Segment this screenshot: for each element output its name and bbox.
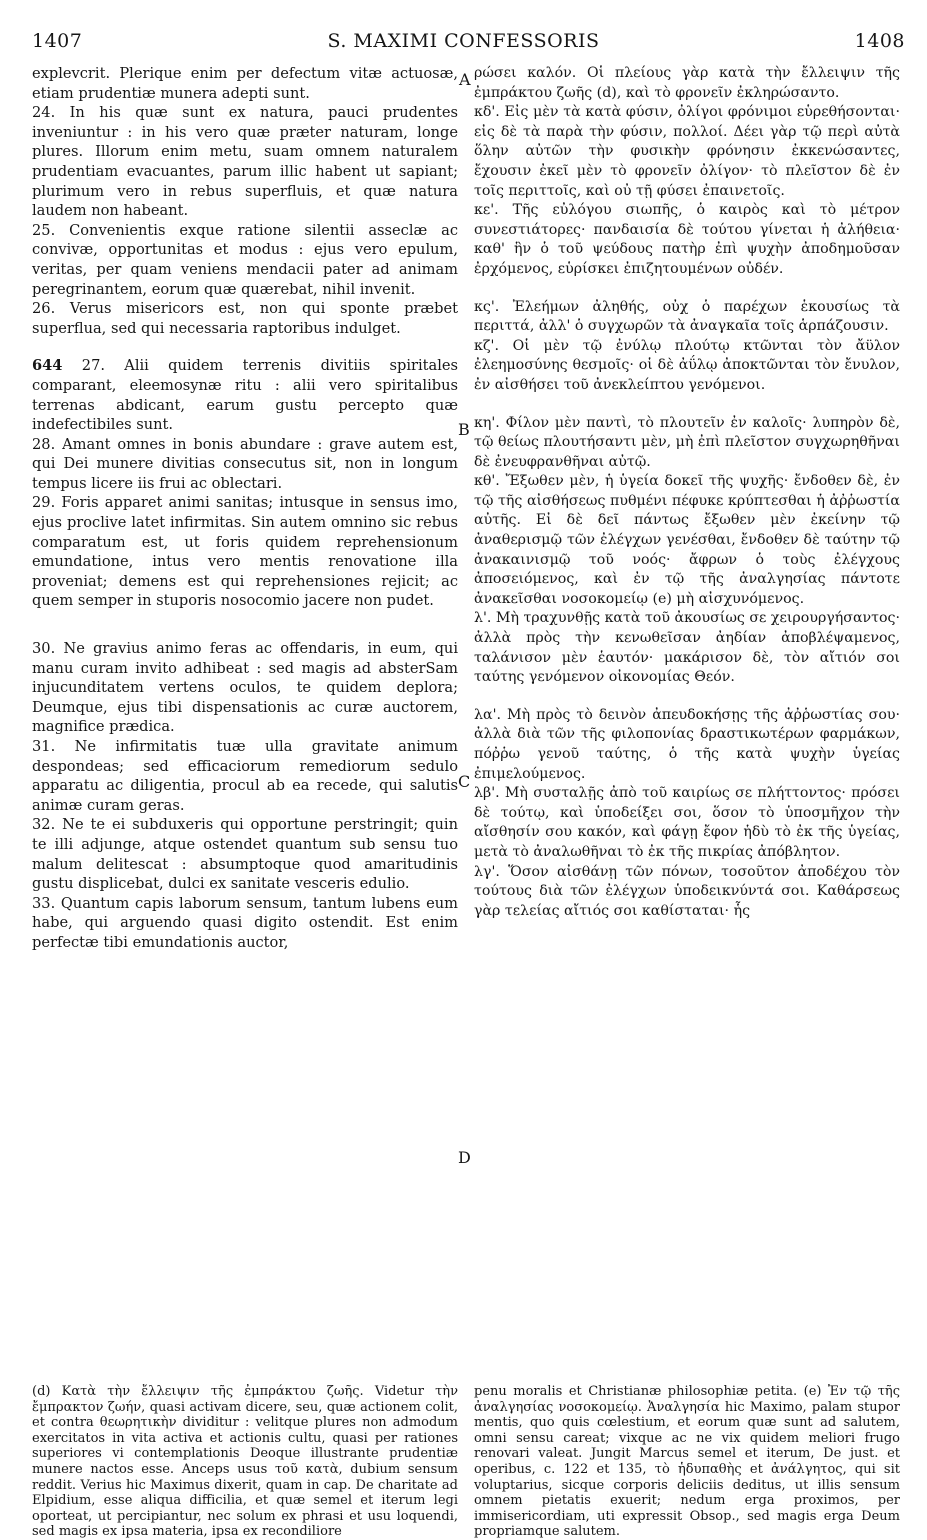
latin-paragraph-text: 27. Alii quidem terrenis divitiis spiritales comparant, eleemosynæ ritu : alii vero spiritalibus terrenas abdicant, earum gustu percepto quæ indefectibiles sunt. [32,357,459,434]
margin-letter-a: A [459,70,471,89]
footnotes-right: penu moralis et Christianæ philosophiæ petita. (e) Ἐν τῷ τῆς ἀναλγησίας νοσοκομείῳ. Ἀναλγησία hic Maximo, palam stupor mentis, quo quis cœlestium, et eorum quæ sunt ad salutem, omni sensu careat; vixque ac ne vix quidem meliori frugo renovari valeat. Jungit Marcus semel et iterum, De just. et operibus, c. 122 et 135, τὸ ἡδυπαθὴς et ἀνάλγητος, qui sit voluptarius, sicque corporis deliciis deditus, ut illis sensum omnem pietatis exuerit; nedum erga proximos, per immisericordiam, uti expressit Obsop., sed magis erga Deum propriamque salutem. [474,1384,900,1540]
margin-letter-c: C [458,772,471,791]
page-number-left: 1407 [32,30,83,52]
greek-paragraph: λβ'. Μὴ συσταλῇς ἀπὸ τοῦ καιρίως σε πλήττοντος· πρόσει δὲ τούτῳ, καὶ ὑποδείξει σοι, ὅσον τὸ ὑποσμῆχον τὴν αἴσθησίν σου κακόν, καὶ φάγῃ ἔφον ἡδὺ τὸ ἐκ τῆς ὑγείας, μετὰ τὸ ἀναλωθῆναι τὸ ἐκ τῆς πικρίας ἀπόβλητον. [474,785,900,860]
greek-paragraph: κζ'. Οἱ μὲν τῷ ἐνύλῳ πλούτῳ κτῶνται τὸν ἄϋλον ἐλεημοσύνης θεσμοῖς· οἱ δὲ ἀΰλῳ ἀποκτῶνται τὸν ἔνυλον, ἐν αἰσθήσει τοῦ ἀνεκλείπτου γενόμενοι. [474,337,900,393]
latin-paragraph: 24. In his quæ sunt ex natura, pauci prudentes inveniuntur : in his vero quæ præter naturam, longe plures. Illorum enim metu, suam omnem naturalem prudentiam evacuantes, parum illic habent ut sapiant; plurimum vero in rebus superfluis, et quæ natura laudem non habeant. [32,104,458,220]
latin-paragraph: 30. Ne gravius animo feras ac offendaris, in eum, qui manu curam invito adhibeat : sed magis ad absterSam injucunditatem vertens oculos, te quidem deplora; Deumque, ejus tibi dispensationis ac curæ auctorem, magnifice prædica. [32,640,458,736]
greek-paragraph: λ'. Μὴ τραχυνθῇς κατὰ τοῦ ἀκουσίως σε χειρουργήσαντος· ἀλλὰ πρὸς τὴν κενωθεῖσαν ἀηδίαν ἀποβλέψαμενος, ταλάνισον μὲν ἑαυτόν· μακάρισον δὲ, τὸν αἴτιόν σοι ταύτης γενόμενον οἰκονομίας Θεόν. [474,610,900,686]
latin-paragraph: 29. Foris apparet animi sanitas; intusque in sensus imo, ejus proclive latet infirmitas. Sin autem omnino sic rebus comparatum est, ut foris quidem reprehensionum emundatione, intus vero mentis renovatione illa proveniat; demens est qui reprehensiones rejicit; ac quem semper in stuporis nosocomio jacere non pudet. [32,494,458,610]
page-number-right: 1408 [854,30,905,52]
margin-letter-d: D [458,1148,471,1167]
greek-paragraph: κε'. Τῆς εὐλόγου σιωπῆς, ὁ καιρὸς καὶ τὸ μέτρον συνεστιάτορες· πανδαισία δὲ τούτου γίνεται ἡ ἀλήθεια· καθ' ἣν ὁ τοῦ ψεύδους πατὴρ ἐπὶ ψυχὴν ἀποδημοῦσαν ἐρχόμενος, εὑρίσκει ἐπιζητουμένων οὐδέν. [474,202,900,277]
latin-paragraph: 26. Verus misericors est, non qui sponte præbet superflua, sed qui necessaria raptoribus indulget. [32,300,458,337]
greek-column [474,64,900,921]
greek-paragraph: κδ'. Εἰς μὲν τὰ κατὰ φύσιν, ὀλίγοι φρόνιμοι εὑρεθήσονται· εἰς δὲ τὰ παρὰ τὴν φύσιν, πολλοί. Δέει γὰρ τῷ περὶ αὐτὰ ὅλην αὐτῶν τὴν φυσικὴν φρόνησιν ἐκκενώσαντες, ἔχουσιν ἐκεῖ μὲν τὸ φρονεῖν ὀλίγον· τὸ πλεῖστον δὲ ἐν τοῖς περιττοῖς, καὶ οὐ τῇ φύσει ἐπαινετοῖς. [474,104,900,199]
latin-paragraph: explevcrit. Plerique enim per defectum vitæ actuosæ, etiam prudentiæ munera adepti sunt. [32,65,458,102]
latin-paragraph: 31. Ne infirmitatis tuæ ulla gravitate animum despondeas; sed efficaciorum remediorum sedulo apparatu ac diligentia, procul ab ea recede, qui salutis animæ curam geras. [32,738,458,814]
greek-paragraph: κη'. Φίλον μὲν παντὶ, τὸ πλουτεῖν ἐν καλοῖς· λυπηρὸν δὲ, τῷ θείως πλουτήσαντι μὲν, μὴ ἐπὶ πλεῖστον συγχωρηθῆναι δὲ ἐνευφρανθῆναι αὐτῷ. [474,414,900,470]
latin-paragraph: 25. Convenientis exque ratione silentii asseclæ ac convivæ, opportunitas et modus : ejus vero epulum, veritas, per quam veniens mendacii pater ad animam peregrinantem, eorum quæ quærebat, nihil invenit. [32,221,458,298]
margin-letter-b: B [458,420,470,439]
footnotes-left: (d) Κατὰ τὴν ἔλλειψιν τῆς ἐμπράκτου ζωῆς. Videtur τὴν ἔμπρακτον ζωήν, quasi activam dicere, seu, quæ actionem colit, et contra θεωρητικὴν dividitur : velitque plures non admodum exercitatos in vita activa et actionis cultu, quasi per rationes superiores vi contemplationis Deoque illustrante prudentiæ munere nactos esse. Anceps usus τοῦ κατὰ, dubium sensum reddit. Verius hic Maximus dixerit, quam in cap. De charitate ad Elpidium, esse aliqua difficilia, et quæ semel et iterum legi oporteat, ut percipiantur, nec solum ex phrasi et usu loquendi, sed magis ex ipsa materia, ipsa ex recondiliore [32,1384,458,1540]
latin-column [32,64,458,953]
greek-paragraph: κθ'. Ἔξωθεν μὲν, ἡ ὑγεία δοκεῖ τῆς ψυχῆς· ἔνδοθεν δὲ, ἐν τῷ τῆς αἰσθήσεως πυθμένι πέφυκε κρύπτεσθαι ἡ ἀῤῥωστία αὐτῆς. Εἰ δὲ δεῖ πάντως ἔξωθεν μὲν ἐκείνην τῷ ἀναθερισμῷ τῶν ἐλέγχων γενέσθαι, ἔνδοθεν δὲ ταύτην τῷ ἀνακαινισμῷ τοῦ νοός· ἄφρων ὁ τοὺς ἐλέγχους ἀποσειόμενος, καὶ ἐν τῷ τῆς ἀναλγησίας πάντοτε ἀνακεῖσθαι νοσοκομείῳ (e) μὴ αἰσχυνόμενος. [474,473,900,607]
greek-paragraph: λγ'. Ὅσον αἰσθάνῃ τῶν πόνων, τοσοῦτον ἀποδέχου τὸν τούτους διὰ τῶν ἐλέγχων ὑποδεικνύντά σοι. Καθάρσεως γὰρ τελείας αἴτιός σοι καθίσταται· ἧς [474,863,900,919]
latin-paragraph: 28. Amant omnes in bonis abundare : grave autem est, qui Dei munere divitias consecutus sit, non in longum tempus licere iis frui ac oblectari. [32,435,458,492]
running-title: S. MAXIMI CONFESSORIS [327,30,600,52]
greek-paragraph: κς'. Ἐλεήμων ἀληθής, οὐχ ὁ παρέχων ἑκουσίως τὰ περιττά, ἀλλ' ὁ συγχωρῶν τὰ ἀναγκαῖα τοῖς ἁρπάζουσιν. [474,298,900,335]
greek-paragraph: ρώσει καλόν. Οἱ πλείους γὰρ κατὰ τὴν ἔλλειψιν τῆς ἐμπράκτου ζωῆς (d), καὶ τὸ φρονεῖν ἐκληρώσαντο. [474,65,900,101]
latin-paragraph: 32. Ne te ei subduxeris qui opportune perstringit; quin te illi adjunge, atque ostendet quantum sub sensu tuo malum delitescat : absumptoque quod amaritudinis gustu displicebat, dulci ex sanitate vesceris edulio. [32,816,458,893]
latin-paragraph: 33. Quantum capis laborum sensum, tantum lubens eum habe, qui arguendo quasi digito ostendit. Est enim perfectæ tibi emundationis auctor, [32,894,458,951]
page-marker: 644 [32,357,63,375]
greek-paragraph: λα'. Μὴ πρὸς τὸ δεινὸν ἀπευδοκήσῃς τῆς ἀῤῥωστίας σου· ἀλλὰ διὰ τῶν τῆς φιλοπονίας δραστικωτέρων φαρμάκων, πόῤῥω γενοῦ ταύτης, ὁ τῆς κατὰ ψυχὴν ὑγείας ἐπιμελούμενος. [474,706,900,782]
latin-paragraph [32,356,458,434]
